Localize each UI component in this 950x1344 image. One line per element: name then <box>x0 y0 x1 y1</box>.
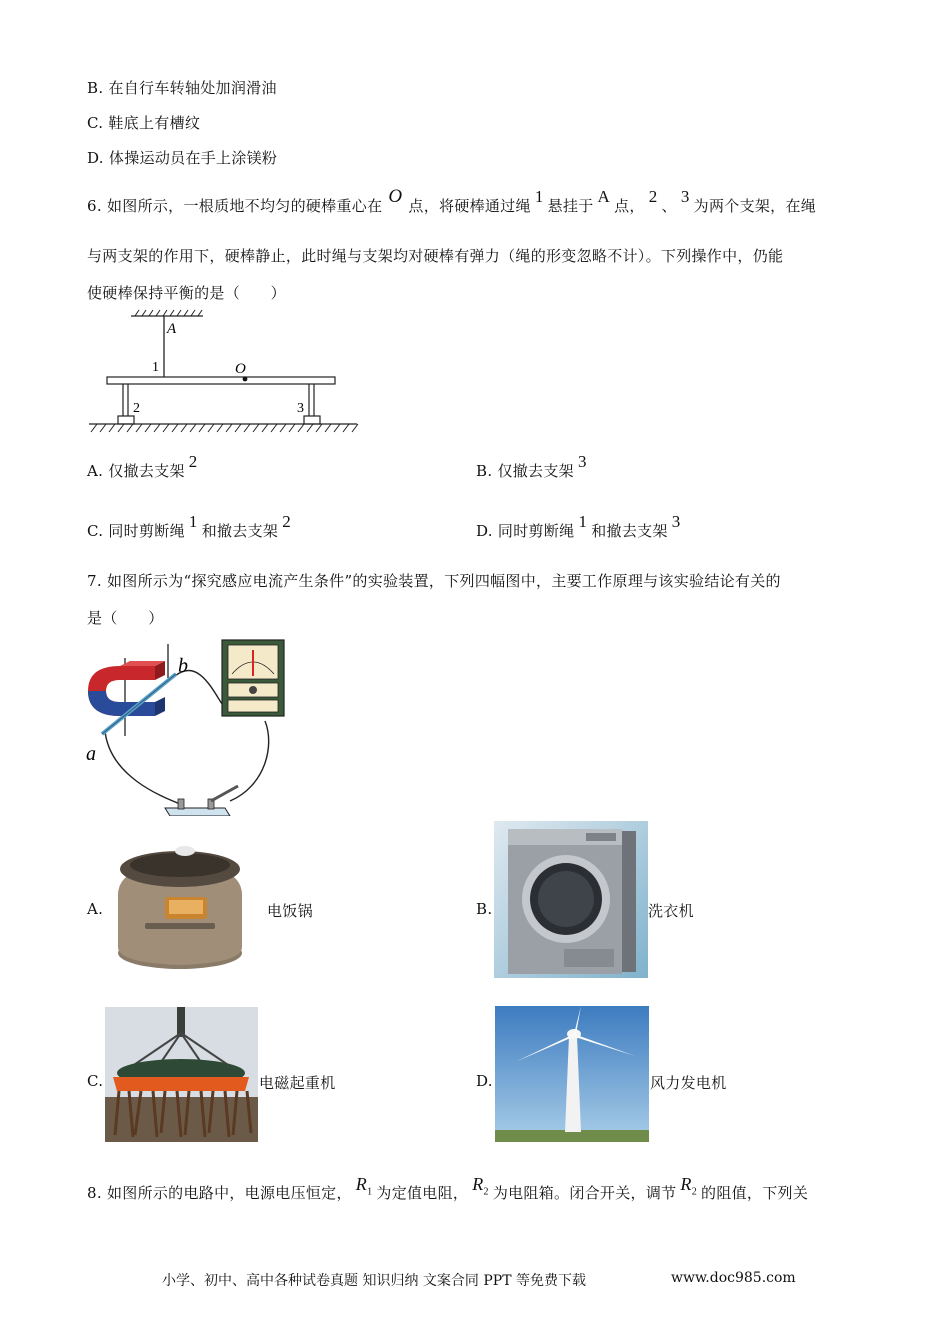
q6-stem-line3: 使硬棒保持平衡的是（ ） <box>87 284 286 302</box>
q7-option-a-label: 电饭锅 <box>267 902 313 920</box>
q7-option-b-letter: B. <box>476 900 493 918</box>
label-b: b <box>178 655 188 677</box>
q6-option-d: D. 同时剪断绳 1 和撤去支架 3 <box>476 512 681 540</box>
footer-text: 小学、初中、高中各种试卷真题 知识归纳 文案合同 PPT 等免费下载 <box>162 1273 586 1289</box>
symbol-support-3: 3 <box>680 187 690 206</box>
q7-stem-line2: 是（ ） <box>87 609 164 627</box>
q6-option-b: B. 仅撤去支架 3 <box>476 452 587 480</box>
q6-option-a: A. 仅撤去支架 2 <box>87 452 198 480</box>
q7-option-c-label: 电磁起重机 <box>259 1074 336 1092</box>
wind-turbine-image <box>495 1006 649 1142</box>
symbol-support-2: 2 <box>648 187 658 206</box>
q5-option-c: C. 鞋底上有槽纹 <box>87 114 201 132</box>
symbol-R2: $R_2$ <box>472 1174 489 1198</box>
q6-option-c: C. 同时剪断绳 1 和撤去支架 2 <box>87 512 292 540</box>
symbol-rope-1: 1 <box>534 187 544 206</box>
q5-option-d: D. 体操运动员在手上涂镁粉 <box>87 149 278 167</box>
washing-machine-image <box>494 821 648 978</box>
label-O: O <box>235 361 246 377</box>
q7-stem-line1: 7. 如图所示为“探究感应电流产生条件”的实验装置，下列四幅图中，主要工作原理与该实验结论有关的 <box>87 572 781 590</box>
q5-option-b: B. 在自行车转轴处加润滑油 <box>87 79 277 97</box>
label-3: 3 <box>297 401 304 416</box>
q7-option-b-label: 洗衣机 <box>648 902 694 920</box>
symbol-R1: $R_1$ <box>355 1174 373 1198</box>
q8-stem-line1: 8. 如图所示的电路中，电源电压恒定， $R_1$ 为定值电阻， $R_2$ 为电阻箱。闭合开关，调节 $R_2$ 的阻值，下列关 <box>87 1174 809 1202</box>
q7-option-d-label: 风力发电机 <box>650 1074 727 1092</box>
label-2: 2 <box>133 401 140 416</box>
rice-cooker-image <box>105 835 255 977</box>
symbol-R2-second: $R_2$ <box>680 1174 698 1198</box>
q6-stem-line2: 与两支架的作用下，硬棒静止，此时绳与支架均对硬棒有弹力（绳的形变忽略不计）。下列操作中，仍能 <box>87 247 784 265</box>
q6-lever-figure <box>85 308 365 438</box>
q6-stem-line1: 6. 如图所示，一根质地不均匀的硬棒重心在 O 点，将硬棒通过绳 1 悬挂于 A 点， 2 、 3 为两个支架，在绳 <box>87 186 817 215</box>
label-a: a <box>86 743 96 765</box>
q7-induction-figure <box>80 636 300 816</box>
electromagnetic-crane-image <box>105 1007 258 1142</box>
symbol-O: O <box>388 186 403 207</box>
q7-option-d-letter: D. <box>476 1072 493 1090</box>
label-1: 1 <box>152 360 159 375</box>
q7-option-a-letter: A. <box>87 900 104 918</box>
label-A: A <box>167 321 177 337</box>
q7-option-c-letter: C. <box>87 1072 104 1090</box>
footer-url[interactable]: www.doc985.com <box>671 1270 796 1286</box>
symbol-A: A <box>597 187 611 206</box>
